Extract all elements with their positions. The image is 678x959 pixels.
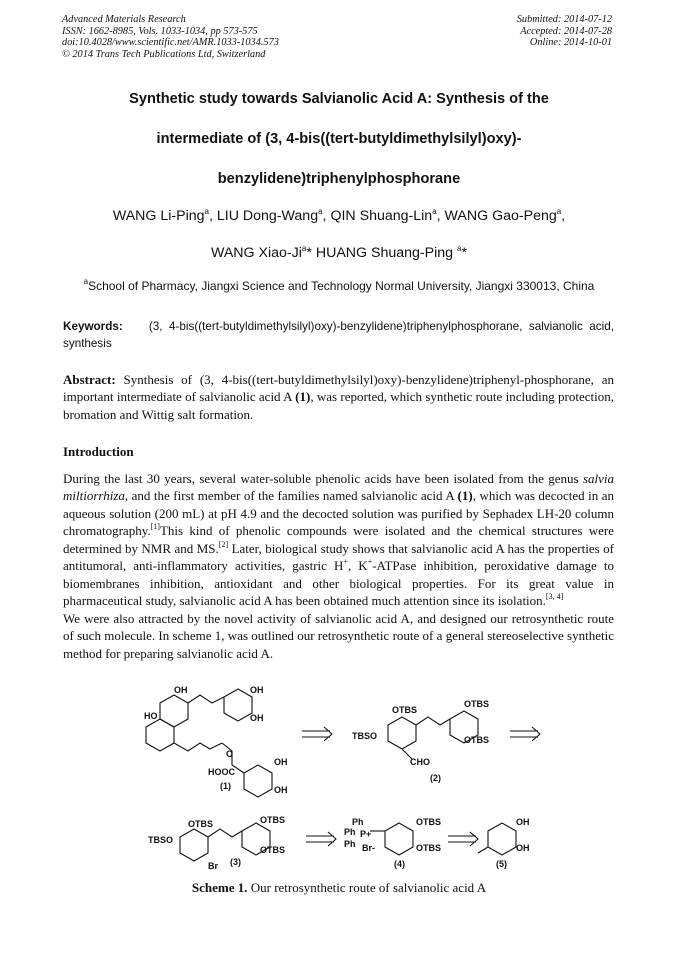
paragraph — [63, 470, 614, 610]
journal-name: Advanced Materials Research — [62, 14, 186, 25]
ring — [146, 719, 174, 751]
affiliation-mark: a — [318, 207, 323, 216]
label-otbs: OTBS — [260, 815, 286, 825]
ring — [385, 823, 413, 855]
online-date: Online: 2014-10-01 — [529, 37, 612, 49]
paragraph: We were also attracted by the novel activity of salvianolic acid A, and designed our retrosynthetic route of such molecule. In scheme 1, was outlined our retrosynthetic route of a general stereoselective synthetic method for preparing salvianolic acid A. — [63, 610, 614, 661]
text: , and the first member of the families named salvianolic acid A — [124, 488, 454, 504]
ring — [244, 765, 272, 797]
journal-header — [62, 14, 279, 60]
label-bromide: Br- — [362, 843, 375, 853]
author-name: LIU Dong-Wang — [216, 208, 319, 224]
introduction-heading: Introduction — [63, 444, 134, 459]
accepted-date: Accepted: 2014-07-28 — [520, 25, 612, 37]
label-ph: Ph — [344, 839, 356, 849]
compound-ref: (1) — [295, 389, 311, 405]
compound-number: (5) — [496, 859, 507, 869]
label-ph: Ph — [352, 817, 364, 827]
label-cho: CHO — [410, 757, 430, 767]
corresponding-mark: * — [461, 245, 467, 261]
author-name: HUANG Shuang-Ping — [315, 245, 454, 261]
vinyl-bond — [416, 717, 450, 725]
acrylate-chain — [174, 743, 222, 751]
submitted-date: Submitted: 2014-07-12 — [516, 14, 612, 25]
abstract-label: Abstract: — [63, 372, 116, 387]
author-name: QIN Shuang-Lin — [330, 208, 433, 224]
author-line-1 — [40, 204, 638, 241]
label-phosphonium: P+ — [360, 829, 372, 839]
doi-line: doi:10.4028/www.scientific.net/AMR.1033-1034.573 — [62, 37, 279, 49]
abstract — [63, 371, 614, 423]
affiliation-mark: a — [556, 207, 562, 216]
affiliation — [40, 279, 638, 293]
affiliation-mark: a — [301, 244, 307, 253]
title-line-3: benzylidene)triphenylphosphorane — [217, 171, 461, 187]
affiliation-mark: a — [83, 277, 89, 286]
label-otbs: OTBS — [464, 699, 490, 709]
author-name: WANG Li-Ping — [112, 208, 205, 224]
paper-title — [40, 86, 638, 206]
ring — [488, 823, 516, 855]
superscript: + — [367, 557, 373, 567]
retrosynthesis-scheme — [130, 685, 550, 875]
text: , which was decocted in an aqueous solution (200 mL) at pH 4.9 and the decocted solution was purified by Sephadex LH-20 column chromatography. — [63, 488, 615, 539]
label-o: O — [226, 749, 234, 759]
compound-number: (1) — [220, 781, 231, 791]
corresponding-mark: * — [306, 245, 312, 261]
separator: , — [561, 208, 566, 224]
author-line-2 — [40, 241, 638, 278]
issn-line: ISSN: 1662-8985, Vols. 1033-1034, pp 573-575 — [62, 25, 258, 37]
text: Later, biological study shows that salvianolic acid A has the properties of antitumoral, anti-inflammatory activities, gastric H — [63, 540, 614, 574]
label-ph: Ph — [344, 827, 356, 837]
label-oh: OH — [174, 685, 188, 695]
retro-arrow — [448, 832, 478, 846]
label-otbs: OTBS — [260, 845, 286, 855]
retro-arrow — [306, 832, 336, 846]
text: , K — [347, 558, 368, 574]
author-list — [40, 204, 638, 278]
text: During the last 30 years, several water-soluble phenolic acids have been isolated from the genus — [63, 471, 579, 486]
introduction-body — [63, 470, 614, 662]
label-otbs: OTBS — [464, 735, 490, 745]
affiliation-mark: a — [457, 244, 462, 253]
abstract-text: Synthesis of (3, 4-bis((tert-butyldimethylsilyl)oxy)-benzylidene)triphenyl-phosphorane, an important intermediate of salvianolic acid A — [63, 372, 614, 405]
compound-number: (3) — [230, 857, 241, 867]
label-oh: OH — [250, 713, 264, 723]
compound-number: (4) — [394, 859, 405, 869]
scheme-caption — [40, 880, 638, 896]
label-oh: OH — [274, 757, 288, 767]
ring — [224, 689, 252, 721]
citation: [1] — [150, 522, 160, 532]
text: This kind of phenolic compounds were isolated and the chemical structures were determined by NMR and MS. — [63, 523, 614, 556]
caption-text: Our retrosynthetic route of salvianolic acid A — [250, 880, 487, 895]
compound-ref: (1) — [457, 488, 473, 504]
affiliation-mark: a — [432, 207, 437, 216]
label-oh: OH — [250, 685, 264, 695]
ring — [160, 695, 188, 727]
caption-label: Scheme 1. — [191, 880, 248, 895]
superscript: + — [343, 557, 348, 567]
vinyl-bond — [208, 829, 242, 837]
label-otbs: OTBS — [416, 843, 442, 853]
affiliation-mark: a — [204, 207, 209, 216]
label-br: Br — [208, 861, 219, 871]
label-oh: OH — [516, 817, 530, 827]
label-otbs: OTBS — [392, 705, 418, 715]
keywords — [63, 319, 614, 352]
label-otbs: OTBS — [188, 819, 214, 829]
dates-header — [517, 14, 612, 49]
label-hooc: HOOC — [208, 767, 235, 777]
separator: , — [322, 208, 331, 224]
ring — [180, 829, 208, 861]
citation: [2] — [218, 539, 229, 549]
label-tbso: TBSO — [148, 835, 174, 845]
text: -ATPase inhibition, peroxidative damage to biomembranes inhibition, antioxidant and other biological properties. For its great value in pharmaceutical study, salvianolic acid A has been obtained much attention since its isolation. — [63, 558, 614, 609]
abstract-text: , was reported, which synthetic route including protection, bromation and Wittig salt formation. — [63, 389, 614, 422]
retro-arrow — [510, 727, 540, 741]
author-name: WANG Xiao-Ji — [210, 245, 302, 261]
affiliation-text: School of Pharmacy, Jiangxi Science and Technology Normal University, Jiangxi 330013, China — [88, 279, 595, 293]
author-name: WANG Gao-Peng — [444, 208, 557, 224]
separator: , — [209, 208, 217, 224]
label-oh: OH — [516, 843, 530, 853]
vinyl-bond — [188, 695, 224, 703]
separator: , — [436, 208, 445, 224]
copyright-line: © 2014 Trans Tech Publications Ltd, Switzerland — [62, 48, 266, 60]
label-tbso: TBSO — [352, 731, 378, 741]
title-line-1: Synthetic study towards Salvianolic Acid A: Synthesis of the — [129, 91, 549, 107]
compound-number: (2) — [430, 773, 441, 783]
citation: [3, 4] — [545, 592, 564, 602]
title-line-2: intermediate of (3, 4-bis((tert-butyldimethylsilyl)oxy)- — [156, 131, 522, 147]
keywords-text: (3, 4-bis((tert-butyldimethylsilyl)oxy)-benzylidene)triphenylphosphorane, salvianolic acid, synthesis — [63, 320, 614, 350]
keywords-label: Keywords: — [63, 320, 123, 333]
methyl-bond — [478, 847, 488, 853]
label-ho: HO — [144, 711, 158, 721]
retro-arrow — [302, 727, 332, 741]
ring — [388, 717, 416, 749]
scheme-1 — [130, 685, 550, 875]
label-oh: OH — [274, 785, 288, 795]
species-name: salvia miltiorrhiza — [63, 471, 615, 504]
label-otbs: OTBS — [416, 817, 442, 827]
